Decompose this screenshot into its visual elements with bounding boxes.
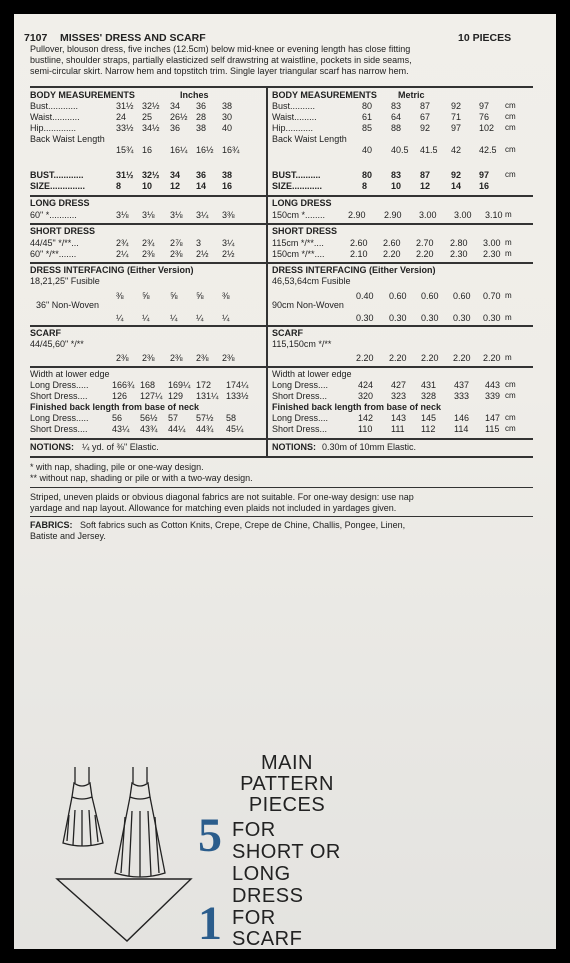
right-bust-unit: cm (505, 170, 516, 179)
scarf-piece-count: 1 (198, 897, 222, 950)
right-scarf-value: 2.20 (453, 353, 471, 363)
footnote-without-nap: ** without nap, shading or pile or with a two-way design. (30, 473, 253, 483)
right-long-dress-value: 2.90 (348, 210, 366, 220)
left-body-meas-title: BODY MEASUREMENTS (30, 90, 135, 100)
right-body-meas-title: BODY MEASUREMENTS (272, 90, 377, 100)
right-body-row-value: 80 (362, 101, 373, 111)
left-interfacing-row-1-value: ⅝ (170, 291, 178, 301)
right-finished-row-value: 112 (421, 424, 436, 434)
left-body-row-value: 31½ (116, 101, 134, 111)
left-finished-row-value: 43¾ (140, 424, 158, 434)
table-top-rule (30, 86, 533, 88)
left-body-row-value: 32½ (142, 101, 160, 111)
table-center-divider (266, 86, 268, 456)
left-finished-row-value: 56½ (140, 413, 158, 423)
right-bust-value: 83 (391, 170, 402, 180)
long-dress-icon (115, 767, 165, 877)
left-short-row-value: 2¾ (116, 238, 129, 248)
right-body-row-value: 92 (420, 123, 431, 133)
left-rule-scarf (30, 325, 266, 327)
right-finished-row-value: 114 (454, 424, 469, 434)
left-interfacing-row-2-value: ¼ (222, 313, 230, 323)
right-width-title: Width at lower edge (272, 369, 352, 379)
right-interfacing-row-2-value: 0.30 (389, 313, 407, 323)
right-bust-value: 80 (362, 170, 373, 180)
left-interfacing-title: DRESS INTERFACING (Either Version) (30, 265, 194, 275)
main-pattern-title-3: PIECES (248, 794, 326, 816)
right-short-row-value: 2.60 (383, 238, 401, 248)
right-body-row-value: 64 (391, 112, 402, 122)
left-scarf-title: SCARF (30, 328, 61, 338)
description-line-2: bustline, shoulder straps, partially elasticized self drawstring at waistline, pockets in side seams, (30, 55, 412, 65)
footnote-with-nap: * with nap, shading, pile or one-way design. (30, 462, 204, 472)
left-short-row-value: 3¼ (222, 238, 235, 248)
left-body-row-value: 40 (222, 123, 233, 133)
left-width-row-value: 166¾ (112, 380, 135, 390)
right-back-waist-label: Back Waist Length (272, 134, 347, 144)
left-long-dress-value: 3⅜ (222, 210, 235, 220)
left-body-row-value: 38 (196, 123, 207, 133)
right-interfacing-row-1-value: 0.40 (356, 291, 374, 301)
right-short-row-value: 2.10 (350, 249, 368, 259)
left-width-row-value: 131¼ (196, 391, 219, 401)
left-finished-row-value: 57 (168, 413, 179, 423)
right-short-row-value: 2.30 (483, 249, 501, 259)
left-width-row-value: 172 (196, 380, 212, 390)
left-notions-label: NOTIONS: (30, 442, 74, 452)
right-finished-title: Finished back length from base of neck (272, 402, 442, 412)
right-finished-row-value: 115 (485, 424, 500, 434)
left-back-waist-label: Back Waist Length (30, 134, 105, 144)
left-scarf-value: 2⅜ (116, 353, 129, 363)
scarf-text-1: FOR (232, 907, 276, 929)
left-interfacing-row-1-value: ⅜ (116, 291, 124, 301)
right-interfacing-label-1: 46,53,64cm Fusible (272, 276, 351, 286)
right-width-row-unit: cm (505, 380, 516, 389)
left-short-row-value: 2⅜ (142, 249, 155, 259)
main-pattern-title-1: MAIN (261, 752, 313, 774)
right-body-row-value: 83 (391, 101, 402, 111)
left-finished-row-value: 43¼ (112, 424, 130, 434)
right-rule-notions (266, 438, 533, 440)
right-rule-long (266, 195, 533, 197)
right-short-row-value: 2.20 (383, 249, 401, 259)
right-width-row-label: Short Dress... (272, 391, 328, 401)
right-finished-row-unit: cm (505, 413, 516, 422)
left-long-dress-value: 3¼ (196, 210, 209, 220)
right-body-row-value: 97 (451, 123, 462, 133)
left-body-row-value: 36 (170, 123, 181, 133)
right-body-row-value: 92 (451, 101, 462, 111)
left-bust-value: 32½ (142, 170, 160, 180)
pattern-number: 7107 (24, 32, 48, 44)
right-body-row-value: 71 (451, 112, 462, 122)
right-back-waist-unit: cm (505, 145, 516, 154)
left-body-row-value: 34 (170, 101, 181, 111)
left-body-row-value: 38 (222, 101, 233, 111)
left-width-row-label: Short Dress.... (30, 391, 88, 401)
right-body-row-value: 67 (420, 112, 431, 122)
dress-piece-count: 5 (198, 809, 222, 862)
right-scarf-unit: m (505, 353, 512, 362)
left-size-value: 16 (222, 181, 233, 191)
left-finished-row-value: 45¼ (226, 424, 244, 434)
left-width-row-value: 174¼ (226, 380, 249, 390)
left-width-row-value: 129 (168, 391, 184, 401)
right-interfacing-row-1-value: 0.60 (389, 291, 407, 301)
left-finished-row-value: 44¼ (168, 424, 186, 434)
right-short-row-label: 150cm */**.... (272, 249, 325, 259)
fabrics-line-2: Batiste and Jersey. (30, 531, 106, 541)
right-back-waist-value: 41.5 (420, 145, 438, 155)
left-body-row-value: 24 (116, 112, 127, 122)
right-body-row-value: 88 (391, 123, 402, 133)
right-short-row-unit: m (505, 249, 512, 258)
left-bust-value: 31½ (116, 170, 134, 180)
left-finished-title: Finished back length from base of neck (30, 402, 200, 412)
metric-label: Metric (398, 90, 425, 100)
right-finished-row-label: Long Dress.... (272, 413, 329, 423)
left-bust-value: 36 (196, 170, 207, 180)
right-finished-row-value: 142 (358, 413, 374, 423)
left-rule-long (30, 195, 266, 197)
left-interfacing-row-2-value: ¼ (170, 313, 178, 323)
pieces-count: 10 PIECES (458, 32, 512, 44)
right-width-row-value: 424 (358, 380, 374, 390)
left-width-title: Width at lower edge (30, 369, 110, 379)
pattern-title: MISSES' DRESS AND SCARF (60, 32, 206, 44)
left-finished-row-value: 56 (112, 413, 123, 423)
right-short-dress-title: SHORT DRESS (272, 226, 338, 236)
left-finished-row-value: 57½ (196, 413, 214, 423)
right-interfacing-row-2-unit: m (505, 313, 512, 322)
right-size-value: 14 (451, 181, 462, 191)
left-finished-row-value: 58 (226, 413, 237, 423)
right-body-row-value: 61 (362, 112, 373, 122)
left-rule-notions (30, 438, 266, 440)
right-size-value: 10 (391, 181, 402, 191)
dress-text-1: FOR (232, 819, 276, 841)
scarf-text-2: SCARF (232, 929, 303, 948)
left-size-label: SIZE.............. (30, 181, 86, 191)
right-scarf-value: 2.20 (389, 353, 407, 363)
left-size-value: 10 (142, 181, 153, 191)
left-interfacing-row-1-value: ⅝ (142, 291, 150, 301)
left-body-row-value: 26½ (170, 112, 188, 122)
right-interfacing-row-2-value: 0.30 (453, 313, 471, 323)
left-interfacing-label-2: 36" Non-Woven (36, 300, 100, 310)
inches-label: Inches (180, 90, 209, 100)
striped-note-line-2: yardage and nap layout. Allowance for matching even plaids not included in yardages given. (30, 503, 397, 513)
description-line-1: Pullover, blouson dress, five inches (12.5cm) below mid-knee or evening length has close fitting (30, 44, 411, 54)
left-short-row-value: 3 (196, 238, 202, 248)
striped-rule (30, 516, 533, 517)
right-long-dress-value: 2.90 (384, 210, 402, 220)
right-finished-row-value: 111 (391, 424, 405, 434)
left-long-dress-value: 3⅛ (170, 210, 183, 220)
right-rule-short (266, 223, 533, 225)
left-bust-value: 34 (170, 170, 181, 180)
right-finished-row-label: Short Dress... (272, 424, 328, 434)
short-dress-icon (63, 767, 103, 846)
right-finished-row-value: 146 (454, 413, 470, 423)
right-short-row-value: 2.30 (450, 249, 468, 259)
left-interfacing-row-2-value: ¼ (196, 313, 204, 323)
right-scarf-value: 2.20 (483, 353, 501, 363)
left-short-row-value: 2½ (222, 249, 235, 259)
left-short-row-label: 44/45" */**... (30, 238, 79, 248)
left-long-dress-title: LONG DRESS (30, 198, 90, 208)
left-bust-label: BUST............ (30, 170, 84, 180)
left-width-row-label: Long Dress..... (30, 380, 89, 390)
left-width-row-value: 133½ (226, 391, 249, 401)
left-size-value: 14 (196, 181, 207, 191)
left-short-row-value: 2⅜ (170, 249, 183, 259)
right-interfacing-row-2-value: 0.30 (421, 313, 439, 323)
right-short-row-value: 3.00 (483, 238, 501, 248)
right-size-label: SIZE............ (272, 181, 323, 191)
right-rule-interfacing (266, 262, 533, 264)
right-bust-label: BUST.......... (272, 170, 321, 180)
right-scarf-title: SCARF (272, 328, 303, 338)
right-interfacing-label-2: 90cm Non-Woven (272, 300, 344, 310)
left-body-row-label: Hip............. (30, 123, 77, 133)
left-body-row-label: Bust............ (30, 101, 79, 111)
fabrics-label: FABRICS: (30, 520, 73, 530)
left-notions-text: ¼ yd. of ⅜" Elastic. (82, 442, 159, 452)
right-notions-text: 0.30m of 10mm Elastic. (322, 442, 417, 452)
right-width-row-value: 443 (485, 380, 501, 390)
left-interfacing-row-2-value: ¼ (116, 313, 124, 323)
right-body-row-label: Hip........... (272, 123, 314, 133)
right-short-row-value: 2.70 (416, 238, 434, 248)
left-back-waist-value: 16¼ (170, 145, 188, 155)
right-long-dress-title: LONG DRESS (272, 198, 332, 208)
right-short-row-label: 115cm */**.... (272, 238, 324, 248)
left-back-waist-value: 16½ (196, 145, 214, 155)
right-long-dress-value: 3.00 (454, 210, 472, 220)
left-body-row-value: 25 (142, 112, 153, 122)
left-back-waist-value: 16¾ (222, 145, 240, 155)
dress-text-4: DRESS (232, 885, 304, 907)
left-scarf-value: 2⅜ (196, 353, 209, 363)
table-bottom-rule (30, 456, 533, 458)
right-finished-row-value: 143 (391, 413, 407, 423)
right-width-row-value: 339 (485, 391, 501, 401)
left-short-row-value: 2½ (196, 249, 209, 259)
right-body-row-unit: cm (505, 101, 516, 110)
dress-and-scarf-illustration (55, 755, 195, 945)
left-body-row-value: 33½ (116, 123, 134, 133)
right-body-row-unit: cm (505, 112, 516, 121)
left-rule-short (30, 223, 266, 225)
right-interfacing-row-1-value: 0.60 (421, 291, 439, 301)
left-long-dress-value: 3⅛ (116, 210, 129, 220)
left-width-row-value: 126 (112, 391, 128, 401)
right-width-row-value: 328 (421, 391, 437, 401)
left-interfacing-label-1: 18,21,25" Fusible (30, 276, 100, 286)
right-bust-value: 87 (420, 170, 431, 180)
right-finished-row-value: 147 (485, 413, 501, 423)
left-interfacing-row-1-value: ⅝ (196, 291, 204, 301)
right-long-dress-value: 3.10 (485, 210, 503, 220)
dress-text-3: LONG (232, 863, 291, 885)
right-interfacing-row-1-unit: m (505, 291, 512, 300)
left-short-row-value: 2¾ (142, 238, 155, 248)
right-interfacing-row-1-value: 0.70 (483, 291, 501, 301)
left-body-row-value: 36 (196, 101, 207, 111)
left-long-dress-sub: 60" *........... (30, 210, 77, 220)
right-scarf-sub: 115,150cm */** (272, 339, 332, 349)
right-long-dress-unit: m (505, 210, 512, 219)
right-body-row-unit: cm (505, 123, 516, 132)
right-width-row-value: 320 (358, 391, 374, 401)
left-body-row-value: 34½ (142, 123, 160, 133)
left-finished-row-value: 44¾ (196, 424, 214, 434)
right-body-row-value: 97 (479, 101, 490, 111)
right-bust-value: 92 (451, 170, 462, 180)
right-body-row-value: 102 (479, 123, 495, 133)
right-back-waist-value: 42 (451, 145, 462, 155)
left-body-row-label: Waist........... (30, 112, 80, 122)
right-long-dress-value: 3.00 (419, 210, 437, 220)
left-rule-interfacing (30, 262, 266, 264)
left-interfacing-row-1-value: ⅜ (222, 291, 230, 301)
fabrics-line-1: Soft fabrics such as Cotton Knits, Crepe, Crepe de Chine, Challis, Pongee, Linen, (80, 520, 406, 530)
right-body-row-label: Bust.......... (272, 101, 316, 111)
left-width-row-value: 169¼ (168, 380, 191, 390)
left-interfacing-row-2-value: ¼ (142, 313, 150, 323)
left-body-row-value: 28 (196, 112, 207, 122)
right-back-waist-value: 42.5 (479, 145, 497, 155)
right-finished-row-value: 145 (421, 413, 437, 423)
left-scarf-value: 2⅜ (170, 353, 183, 363)
left-finished-row-label: Short Dress.... (30, 424, 88, 434)
left-scarf-sub: 44/45,60" */** (30, 339, 84, 349)
right-scarf-value: 2.20 (356, 353, 374, 363)
left-short-dress-title: SHORT DRESS (30, 226, 96, 236)
right-interfacing-row-1-value: 0.60 (453, 291, 471, 301)
right-body-row-value: 76 (479, 112, 490, 122)
description-line-3: semi-circular skirt. Narrow hem and topstitch trim. Single layer triangular scarf has narrow hem. (30, 66, 409, 76)
left-scarf-value: 2⅜ (142, 353, 155, 363)
right-width-row-unit: cm (505, 391, 516, 400)
left-back-waist-value: 16 (142, 145, 153, 155)
left-size-value: 8 (116, 181, 122, 191)
right-short-row-value: 2.20 (416, 249, 434, 259)
left-finished-row-label: Long Dress..... (30, 413, 89, 423)
dress-text-2: SHORT OR (232, 841, 341, 863)
left-rule-width (30, 366, 266, 368)
left-long-dress-value: 3⅛ (142, 210, 155, 220)
right-width-row-value: 437 (454, 380, 470, 390)
right-long-dress-sub: 150cm *........ (272, 210, 326, 220)
right-body-row-value: 85 (362, 123, 373, 133)
right-width-row-value: 333 (454, 391, 470, 401)
right-size-value: 12 (420, 181, 431, 191)
left-scarf-value: 2⅜ (222, 353, 235, 363)
right-back-waist-value: 40.5 (391, 145, 409, 155)
right-rule-scarf (266, 325, 533, 327)
right-interfacing-row-2-value: 0.30 (483, 313, 501, 323)
left-short-row-value: 2¼ (116, 249, 129, 259)
left-short-row-label: 60" */**....... (30, 249, 77, 259)
right-width-row-value: 323 (391, 391, 407, 401)
left-back-waist-value: 15¾ (116, 145, 134, 155)
left-size-value: 12 (170, 181, 181, 191)
right-bust-value: 97 (479, 170, 490, 180)
right-width-row-value: 431 (421, 380, 437, 390)
right-back-waist-value: 40 (362, 145, 373, 155)
left-short-row-value: 2⅞ (170, 238, 183, 248)
left-bust-value: 38 (222, 170, 233, 180)
left-width-row-value: 127¼ (140, 391, 163, 401)
right-scarf-value: 2.20 (421, 353, 439, 363)
left-width-row-value: 168 (140, 380, 156, 390)
right-finished-row-value: 110 (358, 424, 373, 434)
scarf-icon (57, 879, 191, 941)
right-interfacing-title: DRESS INTERFACING (Either Version) (272, 265, 436, 275)
left-body-row-value: 30 (222, 112, 233, 122)
right-interfacing-row-2-value: 0.30 (356, 313, 374, 323)
right-body-row-value: 87 (420, 101, 431, 111)
main-pattern-title-2: PATTERN (240, 773, 334, 795)
right-notions-label: NOTIONS: (272, 442, 316, 452)
right-size-value: 8 (362, 181, 368, 191)
right-short-row-value: 2.80 (450, 238, 468, 248)
right-rule-width (266, 366, 533, 368)
striped-note-line-1: Striped, uneven plaids or obvious diagonal fabrics are not suitable. For one-way design: use nap (30, 492, 414, 502)
right-short-row-value: 2.60 (350, 238, 368, 248)
footnote-rule (30, 487, 533, 488)
right-width-row-label: Long Dress.... (272, 380, 329, 390)
right-body-row-label: Waist......... (272, 112, 317, 122)
right-finished-row-unit: cm (505, 424, 516, 433)
right-size-value: 16 (479, 181, 490, 191)
right-width-row-value: 427 (391, 380, 407, 390)
right-short-row-unit: m (505, 238, 512, 247)
